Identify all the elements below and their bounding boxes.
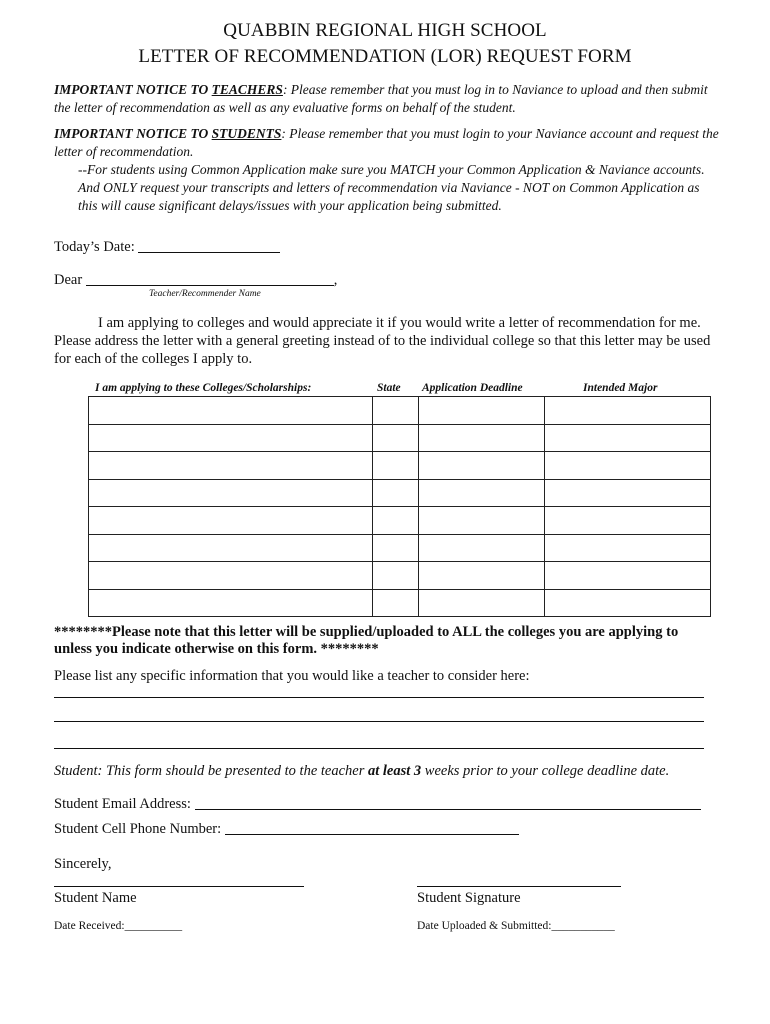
- major-cell[interactable]: [545, 562, 711, 590]
- deadline-cell[interactable]: [419, 562, 545, 590]
- major-cell[interactable]: [545, 452, 711, 480]
- school-title: QUABBIN REGIONAL HIGH SCHOOL: [223, 20, 547, 41]
- major-cell[interactable]: [545, 534, 711, 562]
- phone-label: Student Cell Phone Number:: [54, 821, 225, 837]
- note-line1: ********Please note that this letter will be supplied/uploaded to ALL the colleges you are applying to: [54, 624, 679, 640]
- college-cell[interactable]: [89, 534, 373, 562]
- college-cell[interactable]: [89, 397, 373, 425]
- date-received-row: [54, 920, 182, 932]
- student-notice-bold: at least 3: [368, 763, 422, 779]
- date-uploaded-row: [417, 920, 615, 932]
- state-cell[interactable]: [373, 397, 419, 425]
- specific-info-label: Please list any specific information that you would like a teacher to consider here:: [54, 668, 530, 684]
- state-cell[interactable]: [373, 562, 419, 590]
- phone-field[interactable]: [225, 820, 519, 835]
- form-title: LETTER OF RECOMMENDATION (LOR) REQUEST FORM: [138, 46, 632, 67]
- intro-paragraph: I am applying to colleges and would appreciate it if you would write a letter of recommendation for me. Please address the letter with a general greeting instead of to the individual college so that this letter may be used for each of the colleges I apply to.: [54, 315, 711, 367]
- deadline-cell[interactable]: [419, 452, 545, 480]
- deadline-cell[interactable]: [419, 589, 545, 617]
- teachers-notice: [54, 81, 724, 117]
- student-signature-line[interactable]: [417, 886, 621, 887]
- colleges-table: [88, 396, 711, 617]
- college-cell[interactable]: [89, 424, 373, 452]
- students-notice-word: STUDENTS: [211, 126, 282, 141]
- email-label: Student Email Address:: [54, 796, 195, 812]
- deadline-cell[interactable]: [419, 507, 545, 535]
- table-row: [89, 479, 711, 507]
- email-field[interactable]: [195, 795, 701, 810]
- student-notice-before: Student: This form should be presented to the teacher: [54, 763, 368, 779]
- table-row: [89, 452, 711, 480]
- date-received-label: Date Received:: [54, 920, 125, 932]
- student-name-label: Student Name: [54, 890, 137, 906]
- date-uploaded-label: Date Uploaded & Submitted:: [417, 920, 552, 932]
- col-header-major: Intended Major: [583, 382, 658, 394]
- recommender-caption: Teacher/Recommender Name: [149, 289, 261, 299]
- deadline-cell[interactable]: [419, 534, 545, 562]
- state-cell[interactable]: [373, 589, 419, 617]
- date-uploaded-blank[interactable]: ___________: [551, 920, 615, 932]
- col-header-colleges: I am applying to these Colleges/Scholarships:: [95, 382, 312, 394]
- deadline-cell[interactable]: [419, 397, 545, 425]
- dear-label: Dear: [54, 272, 86, 288]
- major-cell[interactable]: [545, 589, 711, 617]
- phone-row: [54, 820, 519, 838]
- students-notice: [54, 125, 724, 161]
- college-cell[interactable]: [89, 562, 373, 590]
- table-row: [89, 424, 711, 452]
- col-header-deadline: Application Deadline: [422, 382, 523, 394]
- email-row: [54, 795, 701, 813]
- student-name-line[interactable]: [54, 886, 304, 887]
- students-notice-text: : Please remember that you must login to your Naviance account and request the letter of recommendation.: [54, 126, 719, 159]
- table-row: [89, 589, 711, 617]
- table-row: [89, 397, 711, 425]
- sincerely: Sincerely,: [54, 856, 112, 872]
- state-cell[interactable]: [373, 534, 419, 562]
- recommender-name-field[interactable]: [86, 271, 334, 286]
- table-row: [89, 562, 711, 590]
- teachers-notice-prefix: IMPORTANT NOTICE TO: [54, 82, 212, 97]
- state-cell[interactable]: [373, 424, 419, 452]
- major-cell[interactable]: [545, 507, 711, 535]
- specific-info-line-3[interactable]: [54, 748, 704, 749]
- major-cell[interactable]: [545, 397, 711, 425]
- teachers-notice-word: TEACHERS: [211, 82, 283, 97]
- deadline-cell[interactable]: [419, 479, 545, 507]
- college-cell[interactable]: [89, 479, 373, 507]
- table-row: [89, 507, 711, 535]
- dear-comma: ,: [333, 272, 338, 288]
- col-header-state: State: [377, 382, 401, 394]
- student-notice-after: weeks prior to your college deadline date.: [421, 763, 670, 779]
- students-notice-prefix: IMPORTANT NOTICE TO: [54, 126, 212, 141]
- specific-info-line-2[interactable]: [54, 721, 704, 722]
- state-cell[interactable]: [373, 452, 419, 480]
- state-cell[interactable]: [373, 507, 419, 535]
- college-cell[interactable]: [89, 452, 373, 480]
- todays-date-label: Today’s Date:: [54, 239, 139, 255]
- table-row: [89, 534, 711, 562]
- teachers-notice-text: : Please remember that you must log in to Naviance to upload and then submit the letter of recommendation as well as any evaluative forms on behalf of the student.: [54, 82, 708, 115]
- note-line2: unless you indicate otherwise on this form. ********: [54, 641, 379, 657]
- student-signature-label: Student Signature: [417, 890, 521, 906]
- major-cell[interactable]: [545, 424, 711, 452]
- date-received-blank[interactable]: __________: [124, 920, 183, 932]
- specific-info-line-1[interactable]: [54, 697, 704, 698]
- common-app-notice: --For students using Common Application make sure you MATCH your Common Application & Naviance accounts. And ONLY request your transcripts and letters of recommendation via Naviance - NOT on Common Application as this will cause significant delays/issues with your application being submitted.: [78, 162, 705, 213]
- college-cell[interactable]: [89, 589, 373, 617]
- major-cell[interactable]: [545, 479, 711, 507]
- student-notice: [54, 763, 669, 780]
- college-cell[interactable]: [89, 507, 373, 535]
- deadline-cell[interactable]: [419, 424, 545, 452]
- state-cell[interactable]: [373, 479, 419, 507]
- todays-date-row: [54, 238, 280, 256]
- colleges-table-body: [89, 397, 711, 617]
- todays-date-field[interactable]: [138, 238, 280, 253]
- dear-row: [54, 271, 337, 289]
